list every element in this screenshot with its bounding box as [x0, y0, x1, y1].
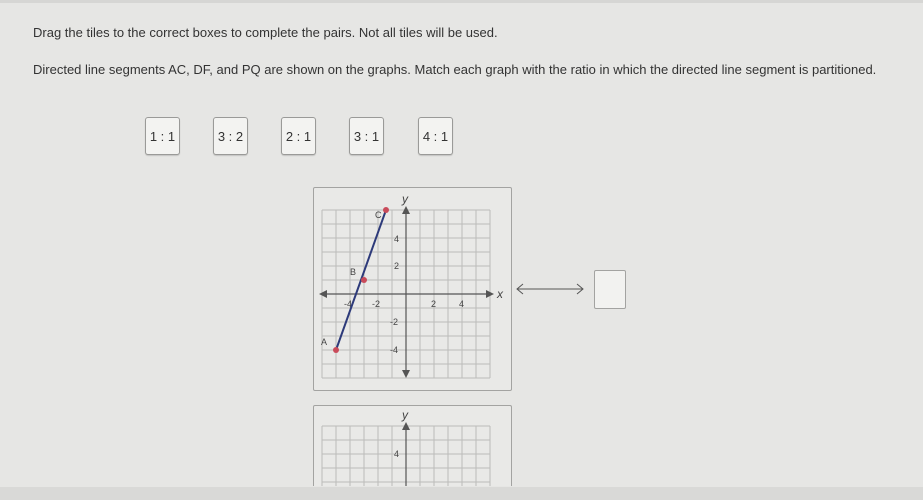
graph-1-axes [324, 208, 488, 374]
x-tick-label: -4 [344, 299, 353, 309]
question-text: Directed line segments AC, DF, and PQ are shown on the graphs. Match each graph with the ratio in which the directed line segment is partitioned. [33, 62, 877, 77]
graph-2-card [313, 405, 512, 486]
y-axis-down-arrow [402, 370, 410, 378]
point-a [333, 347, 339, 353]
point-a-label: A [321, 337, 328, 347]
x-tick-label: 2 [431, 299, 437, 309]
y-axis-label: y [402, 408, 408, 422]
graph-1-plot [314, 188, 511, 390]
y-tick-label: 2 [394, 261, 400, 271]
x-tick-label: -2 [372, 299, 381, 309]
x-tick-label: 4 [459, 299, 465, 309]
tile-2-1[interactable]: 2 : 1 [281, 117, 316, 155]
tile-1-1[interactable]: 1 : 1 [145, 117, 180, 155]
y-tick-label: -4 [390, 345, 399, 355]
tile-3-1[interactable]: 3 : 1 [349, 117, 384, 155]
y-axis-label: y [402, 192, 408, 206]
y-tick-label: 4 [394, 234, 400, 244]
y-tick-label: -2 [390, 317, 399, 327]
tile-4-1[interactable]: 4 : 1 [418, 117, 453, 155]
graph-2-plot [314, 406, 511, 486]
point-b-label: B [350, 267, 357, 277]
top-divider [0, 0, 923, 3]
tile-3-2[interactable]: 3 : 2 [213, 117, 248, 155]
point-c [383, 207, 389, 213]
x-axis-label: x [497, 287, 503, 301]
instruction-text: Drag the tiles to the correct boxes to complete the pairs. Not all tiles will be used. [33, 25, 498, 40]
graph-1-card [313, 187, 512, 391]
point-b [361, 277, 367, 283]
drop-box-graph-1[interactable] [594, 270, 626, 309]
y-tick-label: 4 [394, 449, 400, 459]
bottom-bar [0, 487, 923, 500]
double-arrow-icon [515, 283, 585, 295]
point-c-label: C [375, 210, 382, 220]
x-axis-left-arrow [319, 290, 327, 298]
